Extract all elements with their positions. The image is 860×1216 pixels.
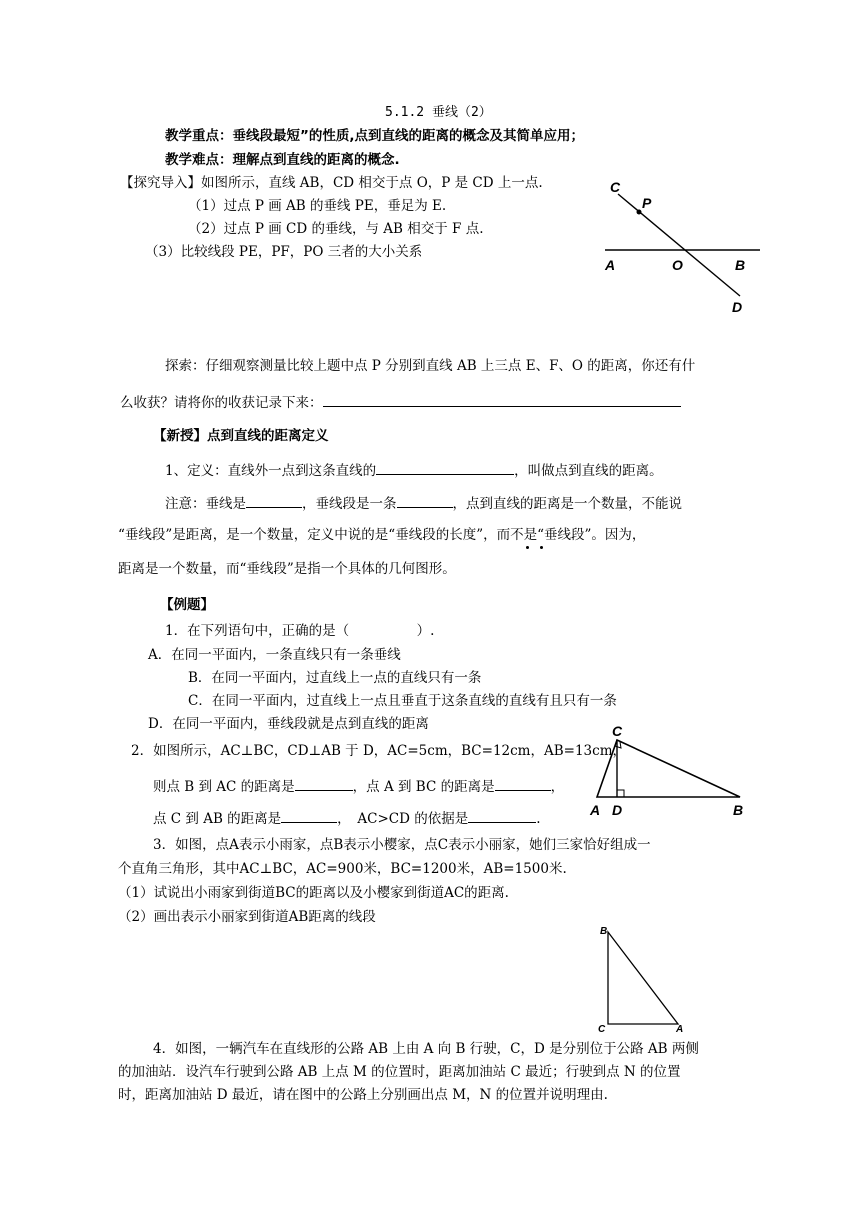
example2-l2c: ， <box>550 779 565 795</box>
example2-blank-1[interactable] <box>295 776 353 791</box>
intro-lead: 【探究导入】如图所示，直线 AB，CD 相交于点 O，P 是 CD 上一点. <box>120 175 543 191</box>
emphasis-dot-1 <box>526 546 529 549</box>
note-blank-2[interactable] <box>397 493 453 508</box>
figure-intersecting-lines <box>600 178 770 318</box>
fig2-label-b: B <box>733 802 744 818</box>
example4-line1: 4．如图，一辆汽车在直线形的公路 AB 上由 A 向 B 行驶，C，D 是分别位于公路 AB 两侧 <box>153 1041 699 1057</box>
example2-line2 <box>153 776 564 796</box>
example1-option-c: C．在同一平面内，过直线上一点且垂直于这条直线的直线有且只有一条 <box>188 693 617 709</box>
note1-a: 注意：垂线是 <box>165 496 246 512</box>
fig2-label-d: D <box>612 802 623 818</box>
note1-c: ，点到直线的距离是一个数量，不能说 <box>452 496 682 512</box>
example2-blank-4[interactable] <box>468 808 536 823</box>
fig2-label-c: C <box>612 723 623 739</box>
example1-stem: 1．在下列语句中，正确的是（ ）. <box>165 623 435 639</box>
example2-line3 <box>153 808 541 828</box>
example1-option-d: D．在同一平面内，垂线段就是点到直线的距离 <box>148 716 429 732</box>
fig2-label-a: A <box>590 802 601 818</box>
emphasis-dot-2 <box>540 546 543 549</box>
examples-heading: 【例题】 <box>160 597 214 613</box>
fig1-label-p: P <box>642 195 652 211</box>
figure-right-triangle-bca <box>596 924 696 1034</box>
fig3-label-c: C <box>598 1024 606 1034</box>
fig1-label-d: D <box>732 299 743 315</box>
example1-option-b: B．在同一平面内，过直线上一点的直线只有一条 <box>188 670 482 686</box>
example2-l3b: ， AC>CD 的依据是 <box>337 811 469 827</box>
new-lesson-heading: 【新授】点到直线的距离定义 <box>153 428 329 444</box>
note2-b: ”，而不是“垂线段”。因为， <box>476 527 646 543</box>
example2-l3c: . <box>536 811 541 827</box>
note-line2 <box>118 526 645 544</box>
definition-prefix: 1、定义：直线外一点到这条直线的 <box>165 463 377 479</box>
example1-option-a: A．在同一平面内，一条直线只有一条垂线 <box>148 647 401 663</box>
note-blank-1[interactable] <box>246 493 302 508</box>
definition-blank[interactable] <box>376 460 514 475</box>
fig1-label-o: O <box>672 257 683 273</box>
doc-title: 5.1.2 垂线（2） <box>385 105 492 120</box>
explore-answer-blank[interactable] <box>323 392 681 407</box>
key-point: 教学重点：垂线段最短”的性质,点到直线的距离的概念及其简单应用； <box>165 128 585 144</box>
note-line1 <box>165 493 682 513</box>
note-line3: 距离是一个数量，而“垂线段”是指一个具体的几何图形。 <box>118 561 456 577</box>
example2-blank-3[interactable] <box>281 808 337 823</box>
figure-right-triangle-altitude <box>585 722 755 822</box>
explore-line1: 探索：仔细观察测量比较上题中点 P 分别到直线 AB 上三点 E、F、O 的距离，你还有什 <box>165 358 696 374</box>
example3-line1: 3．如图，点A表示小雨家，点B表示小樱家，点C表示小丽家，她们三家恰好组成一 <box>153 837 651 853</box>
example3-q1: （1）试说出小雨家到街道BC的距离以及小樱家到街道AC的距离. <box>118 885 509 901</box>
example2-blank-2[interactable] <box>495 776 551 791</box>
fig1-label-c: C <box>610 179 621 195</box>
fig3-label-a: A <box>676 1024 684 1034</box>
example3-q2: （2）画出表示小丽家到街道AB距离的线段 <box>118 909 376 925</box>
note1-b: ，垂线段是一条 <box>302 496 397 512</box>
example3-line2: 个直角三角形，其中AC⊥BC，AC=900米，BC=1200米，AB=1500米. <box>118 861 567 877</box>
example2-l3a: 点 C 到 AB 的距离是 <box>153 811 282 827</box>
fig1-label-a: A <box>605 257 616 273</box>
explore-line2 <box>120 392 681 412</box>
intro-q3: （3）比较线段 PE，PF，PO 三者的大小关系 <box>145 244 423 260</box>
difficult-point: 教学难点：理解点到直线的距离的概念. <box>165 152 400 168</box>
note2-a: “垂线段”是距离，是一个数量，定义中说的是“垂线段的 <box>118 527 450 543</box>
example2-stem: 2．如图所示，AC⊥BC，CD⊥AB 于 D，AC=5cm，BC=12cm，AB=13cm， <box>131 743 627 759</box>
definition-suffix: ，叫做点到直线的距离。 <box>514 463 663 479</box>
fig3-label-b: B <box>600 926 608 937</box>
fig1-label-b: B <box>735 257 746 273</box>
example2-l2b: ，点 A 到 BC 的距离是 <box>352 779 495 795</box>
example2-l2a: 则点 B 到 AC 的距离是 <box>153 779 295 795</box>
intro-q2: （2）过点 P 画 CD 的垂线，与 AB 相交于 F 点. <box>188 221 484 237</box>
intro-q1: （1）过点 P 画 AB 的垂线 PE，垂足为 E. <box>188 198 447 214</box>
example4-line3: 时，距离加油站 D 最近，请在图中的公路上分别画出点 M，N 的位置并说明理由. <box>118 1087 608 1103</box>
example4-line2: 的加油站．设汽车行驶到公路 AB 上点 M 的位置时，距离加油站 C 最近；行驶到点 N 的位置 <box>118 1064 681 1080</box>
definition-line <box>165 460 663 480</box>
explore-line2-text: 么收获？请将你的收获记录下来： <box>120 395 323 411</box>
emphasis-char-2: 度 <box>462 527 477 543</box>
emphasis-char-1: 长 <box>449 527 463 543</box>
